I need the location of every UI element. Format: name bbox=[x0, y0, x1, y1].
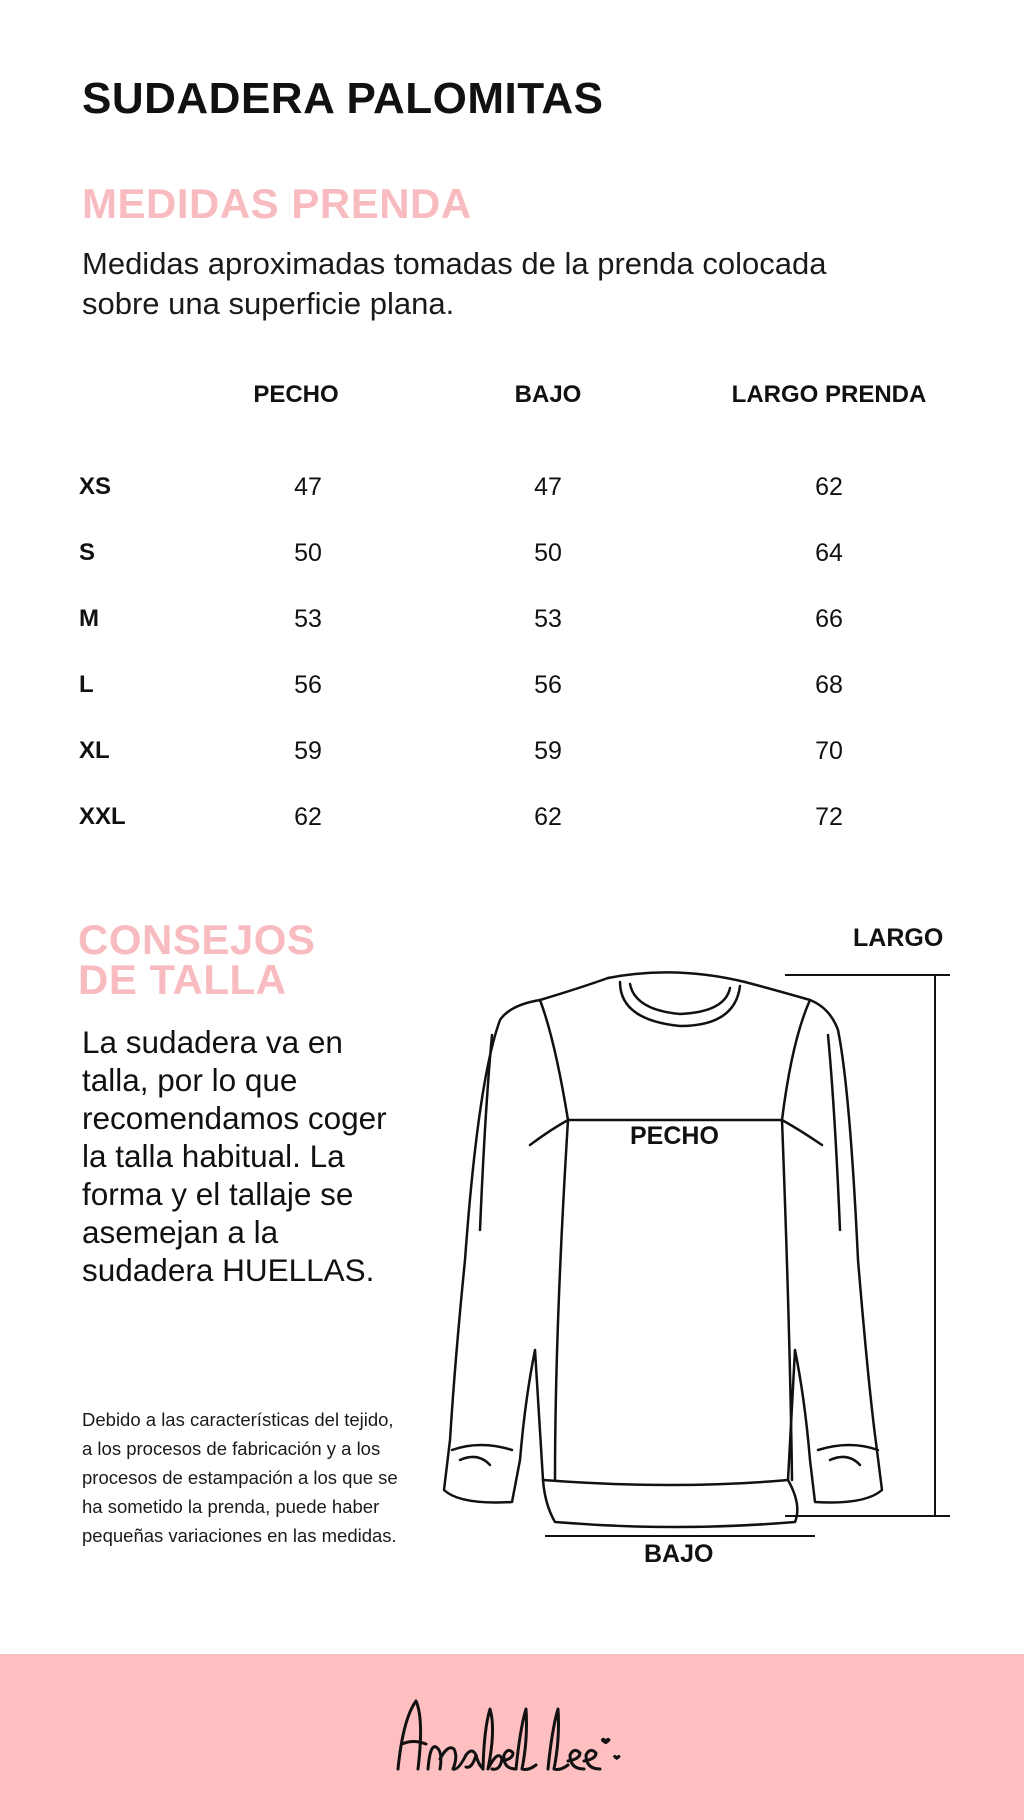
bajo-value: 62 bbox=[534, 803, 562, 831]
disclaimer-text: Debido a las características del tejido, a los procesos de fabricación y a los procesos de estampación a los que se ha sometido la prenda, puede haber pequeñas variaciones en las medidas. bbox=[82, 1409, 398, 1546]
largo-label: LARGO bbox=[853, 924, 944, 952]
pecho-value: 59 bbox=[294, 737, 322, 765]
column-header-largo: LARGO PRENDA bbox=[731, 381, 927, 408]
largo-value: 66 bbox=[815, 605, 843, 633]
largo-value: 72 bbox=[815, 803, 843, 831]
bajo-value: 59 bbox=[534, 737, 562, 765]
table-row bbox=[0, 473, 1024, 513]
table-row bbox=[0, 737, 1024, 777]
pecho-value: 62 bbox=[294, 803, 322, 831]
bajo-value: 47 bbox=[534, 473, 562, 501]
size-label: XS bbox=[79, 473, 112, 500]
table-row bbox=[0, 605, 1024, 645]
advice-text: La sudadera va en talla, por lo que recomendamos coger la talla habitual. La forma y el tallaje se asemejan a la sudadera HUELLAS. bbox=[82, 1024, 387, 1288]
size-label: M bbox=[79, 605, 99, 632]
sweatshirt-illustration bbox=[430, 930, 970, 1570]
bajo-value: 53 bbox=[534, 605, 562, 633]
largo-value: 68 bbox=[815, 671, 843, 699]
measures-intro: Medidas aproximadas tomadas de la prenda colocada sobre una superficie plana. bbox=[82, 246, 827, 321]
size-label: S bbox=[79, 539, 96, 566]
largo-value: 70 bbox=[815, 737, 843, 765]
size-label: XXL bbox=[79, 803, 126, 830]
largo-value: 62 bbox=[815, 473, 843, 501]
column-header-bajo: BAJO bbox=[514, 381, 582, 408]
table-row bbox=[0, 671, 1024, 711]
brand-logo-script bbox=[388, 1689, 638, 1789]
advice-heading-line1: CONSEJOS bbox=[78, 916, 316, 963]
table-row bbox=[0, 539, 1024, 579]
brand-logo bbox=[388, 1689, 638, 1794]
page-title: SUDADERA PALOMITAS bbox=[82, 74, 604, 123]
largo-value: 64 bbox=[815, 539, 843, 567]
sweatshirt-diagram bbox=[430, 924, 970, 1575]
pecho-value: 53 bbox=[294, 605, 322, 633]
pecho-value: 47 bbox=[294, 473, 322, 501]
pecho-value: 50 bbox=[294, 539, 322, 567]
size-label: L bbox=[79, 671, 94, 698]
bajo-label: BAJO bbox=[644, 1540, 714, 1568]
bajo-value: 50 bbox=[534, 539, 562, 567]
bajo-value: 56 bbox=[534, 671, 562, 699]
pecho-value: 56 bbox=[294, 671, 322, 699]
size-label: XL bbox=[79, 737, 110, 764]
advice-heading-line2: DE TALLA bbox=[78, 956, 287, 1003]
table-row bbox=[0, 803, 1024, 843]
pecho-label: PECHO bbox=[630, 1122, 719, 1150]
column-header-pecho: PECHO bbox=[253, 381, 339, 408]
measures-heading: MEDIDAS PRENDA bbox=[82, 180, 472, 227]
footer-band bbox=[0, 1654, 1024, 1820]
